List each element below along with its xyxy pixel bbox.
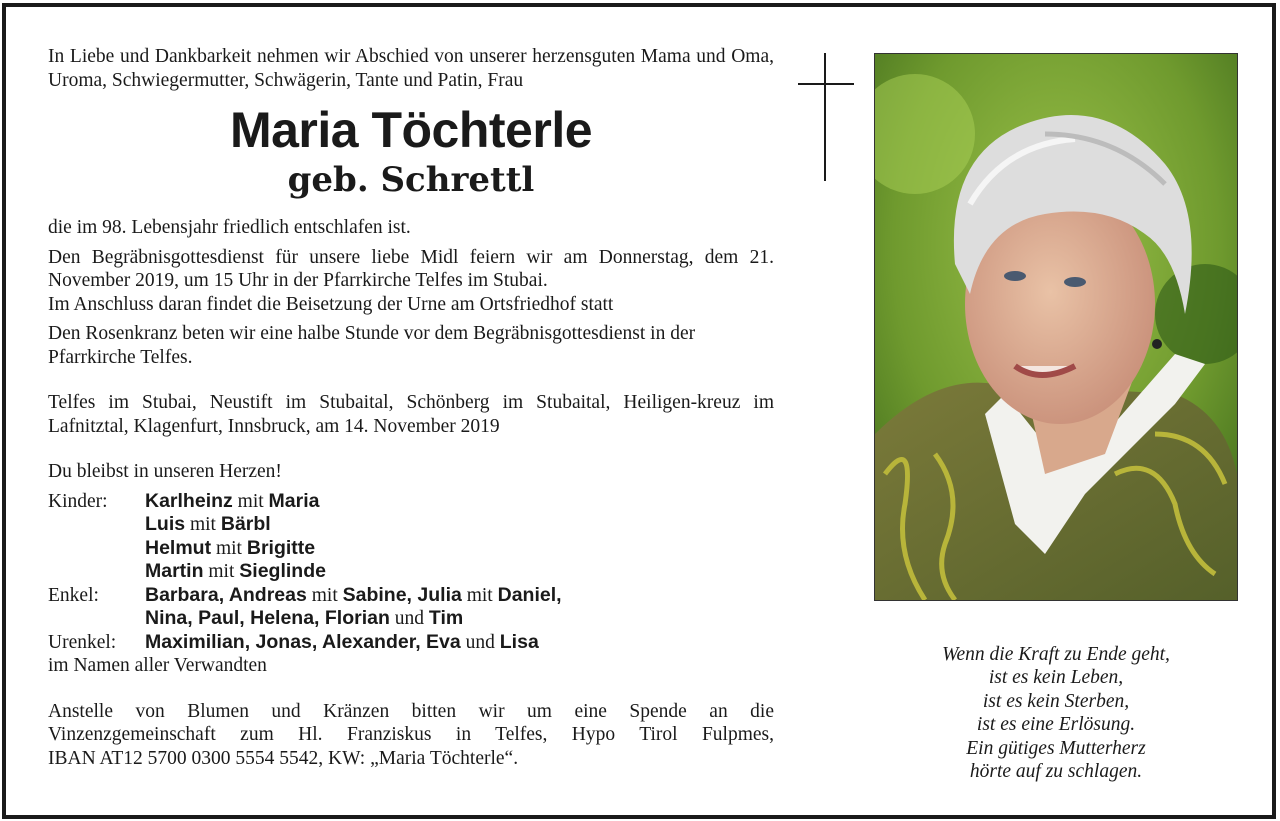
- great-grandchild-names: Maximilian, Jonas, Alexander, Eva: [145, 630, 461, 653]
- grandchildren-line-2: [145, 607, 463, 631]
- children-entry-2: [145, 537, 315, 561]
- great-grandchildren-row: [48, 631, 774, 655]
- poem-line: Wenn die Kraft zu Ende geht,: [942, 644, 1170, 665]
- child-name: Helmut: [145, 536, 212, 559]
- relatives-text: im Namen aller Verwandten: [48, 655, 267, 676]
- children-row: [48, 513, 774, 537]
- connector: mit: [189, 514, 216, 535]
- label-spacer: [48, 537, 145, 561]
- label-spacer: [48, 513, 145, 537]
- great-grandchildren-label: Urenkel:: [48, 631, 117, 653]
- donation-text: [48, 700, 774, 771]
- donation-line: IBAN AT12 5700 0300 5554 5542, KW: „Maria Töchterle“.: [48, 747, 519, 769]
- poem-line: hörte auf zu schlagen.: [969, 761, 1143, 783]
- connector: mit: [215, 537, 242, 559]
- poem-line: ist es eine Erlösung.: [976, 714, 1136, 736]
- poem-line: ist es kein Sterben,: [982, 690, 1130, 712]
- grandchild-names: Sabine, Julia: [342, 583, 462, 606]
- connector: mit: [237, 490, 264, 512]
- grandchild-names: Nina, Paul, Helena, Florian: [145, 607, 390, 629]
- children-row: [48, 560, 774, 584]
- grandchild-names: Daniel,: [497, 583, 562, 606]
- cross-icon: [798, 53, 854, 181]
- places-date-text: Telfes im Stubai, Neustift im Stubaital, Schönberg im Stubaital, Heiligen-kreuz im Lafnitztal, Klagenfurt, Innsbruck, am 14. November 2019: [48, 392, 774, 437]
- passed-text: die im 98. Lebensjahr friedlich entschlafen ist.: [48, 217, 411, 238]
- grandchildren-line-1: [145, 584, 562, 608]
- funeral-text: Den Begräbnisgottesdienst für unsere liebe Midl feiern wir am Donnerstag, dem 21. November 2019, um 15 Uhr in der Pfarrkirche Telfes im Stubai.: [48, 246, 774, 291]
- connector: und: [394, 608, 425, 629]
- motto-text: Du bleibst in unseren Herzen!: [48, 461, 282, 482]
- partner-name: Bärbl: [220, 513, 271, 535]
- children-entry-0: [145, 490, 320, 514]
- portrait-illustration: [875, 54, 1237, 600]
- burial-text: Im Anschluss daran findet die Beisetzung der Urne am Ortsfriedhof statt: [48, 293, 614, 315]
- obituary-frame: [2, 3, 1276, 819]
- birth-name: geb. Schrettl: [287, 160, 535, 200]
- poem-line: Ein gütiges Mutterherz: [966, 737, 1146, 759]
- label-spacer: [48, 560, 145, 584]
- obituary-text: [48, 45, 774, 770]
- connector: mit: [208, 561, 235, 582]
- partner-name: Sieglinde: [239, 560, 326, 582]
- great-grandchildren-line: [145, 631, 539, 655]
- child-name: Luis: [145, 513, 186, 535]
- rosary-text: Den Rosenkranz beten wir eine halbe Stunde vor dem Begräbnisgottesdienst in der Pfarrkirche Telfes.: [48, 323, 696, 368]
- children-row: [48, 537, 774, 561]
- grandchild-names: Barbara, Andreas: [145, 583, 307, 606]
- children-label: Kinder:: [48, 490, 108, 512]
- children-entry-3: [145, 560, 326, 584]
- donation-line: Vinzenzgemeinschaft zum Hl. Franziskus in Telfes, Hypo Tirol Fulpmes,: [48, 724, 774, 745]
- grandchild-names: Tim: [428, 607, 464, 629]
- cross-horizontal-bar: [798, 83, 854, 85]
- children-row: [48, 490, 774, 514]
- portrait-photo: [874, 53, 1238, 601]
- deceased-name: Maria Töchterle: [229, 102, 593, 158]
- child-name: Karlheinz: [145, 489, 233, 512]
- donation-line: Anstelle von Blumen und Kränzen bitten wir um eine Spende an die: [48, 700, 774, 722]
- grandchildren-label: Enkel:: [48, 584, 99, 606]
- label-spacer: [48, 607, 145, 631]
- partner-name: Maria: [268, 489, 320, 512]
- grandchildren-row: [48, 607, 774, 631]
- poem-line: ist es kein Leben,: [988, 667, 1124, 689]
- intro-text: In Liebe und Dankbarkeit nehmen wir Abschied von unserer herzensguten Mama und Oma, Uroma, Schwiegermutter, Schwägerin, Tante und Patin, Frau: [48, 46, 774, 91]
- cross-vertical-bar: [824, 53, 826, 181]
- connector: mit: [466, 584, 493, 606]
- children-entry-1: [145, 513, 271, 537]
- connector: mit: [311, 584, 338, 606]
- connector: und: [465, 631, 495, 653]
- poem: [886, 643, 1226, 783]
- partner-name: Brigitte: [246, 536, 316, 559]
- grandchildren-row: [48, 584, 774, 608]
- family-list: [48, 490, 774, 678]
- great-grandchild-names: Lisa: [499, 630, 539, 653]
- child-name: Martin: [145, 560, 204, 582]
